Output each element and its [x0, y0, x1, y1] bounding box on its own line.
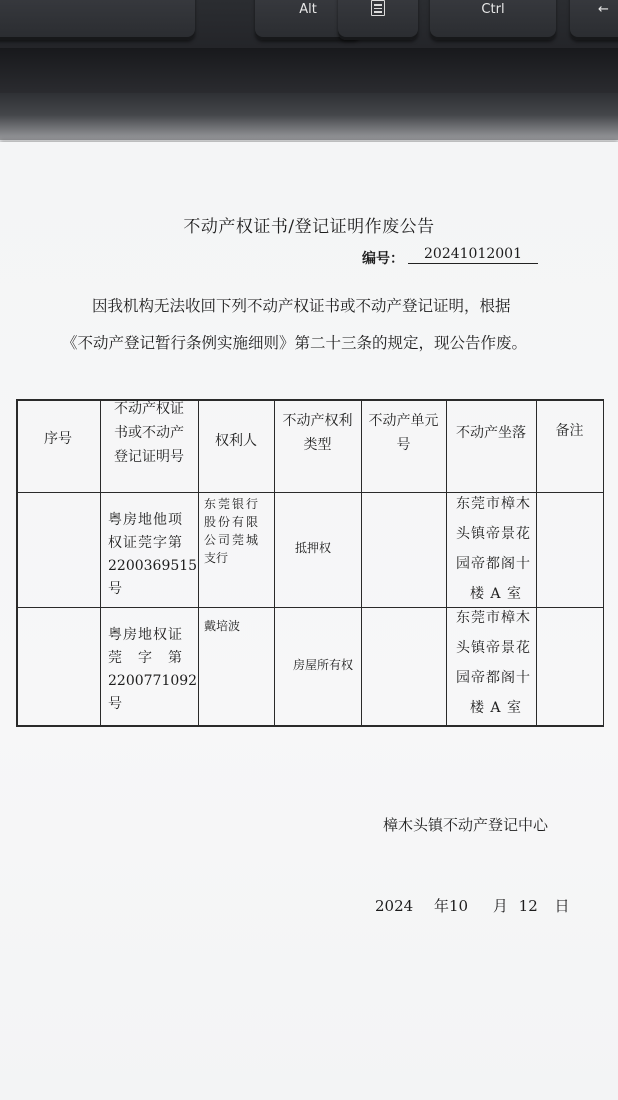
table-row-1-location: 东莞市樟木 头镇帝景花 园帝都阁十 楼 A 室 [456, 496, 531, 602]
laptop-bezel [0, 48, 618, 93]
keyboard-background [0, 0, 618, 140]
menu-key [338, 0, 418, 40]
header-unit-no: 不动产单元 号 [368, 413, 439, 453]
number-label: 编号： [362, 251, 404, 267]
header-seq: 序号 [44, 431, 72, 447]
header-remark: 备注 [555, 423, 584, 439]
voided-certificates-table [16, 399, 604, 727]
table-row-1-cert-no: 粤房地他项 权证莞字第 2200369515 号 [108, 512, 198, 597]
header-cert-no: 不动产权证 书或不动产 登记证明号 [114, 401, 184, 465]
notice-document [0, 142, 618, 1100]
table-row-2-right-type: 房屋所有权 [292, 658, 353, 672]
arrow-key: ← [570, 0, 618, 40]
menu-icon [371, 0, 385, 16]
header-location: 不动产坐落 [456, 425, 526, 441]
spacebar-key [0, 0, 195, 40]
header-right-type: 不动产权利 类型 [282, 413, 353, 453]
table-row-1-right-type: 抵押权 [294, 541, 331, 555]
ctrl-key: Ctrl [430, 0, 556, 40]
notice-body-line-1: 因我机构无法收回下列不动产权证书或不动产登记证明，根据 [92, 297, 511, 315]
table-row-2-cert-no: 粤房地权证 莞 字 第 2200771092 号 [108, 627, 198, 712]
alt-key: Alt [255, 0, 361, 40]
header-holder: 权利人 [215, 433, 257, 449]
notice-body-line-2: 《不动产登记暂行条例实施细则》第二十三条的规定，现公告作废。 [62, 334, 528, 352]
table-row-2-holder: 戴培波 [204, 619, 241, 633]
table-row-1-holder: 东莞银行 股份有限 公司莞城 支行 [204, 497, 261, 565]
table-row-2-location: 东莞市樟木 头镇帝景花 园帝都阁十 楼 A 室 [456, 610, 531, 716]
document-title: 不动产权证书/登记证明作废公告 [183, 217, 435, 237]
number-value: 20241012001 [408, 246, 538, 264]
issuing-authority: 樟木头镇不动产登记中心 [383, 816, 549, 834]
notice-date: 2024 年10 月 12 日 [375, 897, 570, 915]
